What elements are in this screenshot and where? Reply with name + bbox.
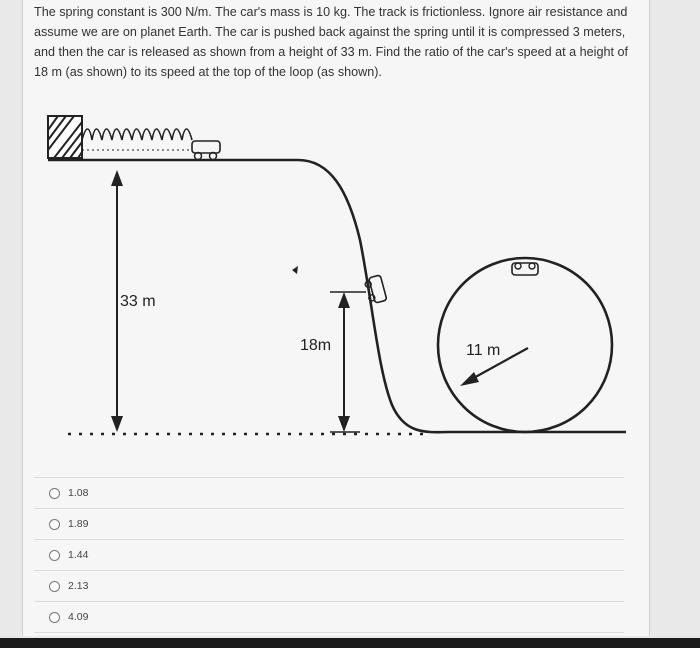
- height-18m-arrow: [330, 292, 366, 432]
- label-11m: 11 m: [466, 342, 501, 359]
- car-loop-top-icon: [512, 263, 538, 275]
- answer-option-label: 1.08: [68, 487, 89, 499]
- radio-button[interactable]: [49, 550, 60, 561]
- answer-option-4[interactable]: [34, 570, 624, 601]
- answer-option-5[interactable]: [34, 601, 624, 633]
- radio-button[interactable]: [49, 612, 60, 623]
- label-18m: 18m: [300, 337, 332, 354]
- answer-option-label: 1.89: [68, 518, 89, 530]
- car-start-icon: [192, 141, 220, 160]
- direction-marker-icon: [292, 266, 298, 274]
- answer-option-label: 4.09: [68, 611, 89, 623]
- answer-option-3[interactable]: [34, 539, 624, 570]
- question-text: The spring constant is 300 N/m. The car's mass is 10 kg. The track is frictionless. Ignore air resistance and assume we are on planet Earth. The car is pushed back against the spring until it is compressed 3 meters, and then the car is released as shown from a height of 33 m. Find the ratio of the car's speed at a height of 18 m (as shown) to its speed at the top of the loop (as shown).: [34, 5, 628, 79]
- radio-button[interactable]: [49, 519, 60, 530]
- answer-option-1[interactable]: [34, 477, 624, 508]
- answer-options: [34, 477, 624, 633]
- spring: [82, 129, 192, 140]
- bottom-bar: [0, 638, 700, 648]
- loop: [438, 258, 612, 432]
- wall-block: [48, 116, 82, 158]
- label-33m: 33 m: [120, 293, 156, 310]
- radio-button[interactable]: [49, 581, 60, 592]
- radio-button[interactable]: [49, 488, 60, 499]
- answer-option-2[interactable]: [34, 508, 624, 539]
- answer-option-label: 2.13: [68, 580, 89, 592]
- answer-option-label: 1.44: [68, 549, 89, 561]
